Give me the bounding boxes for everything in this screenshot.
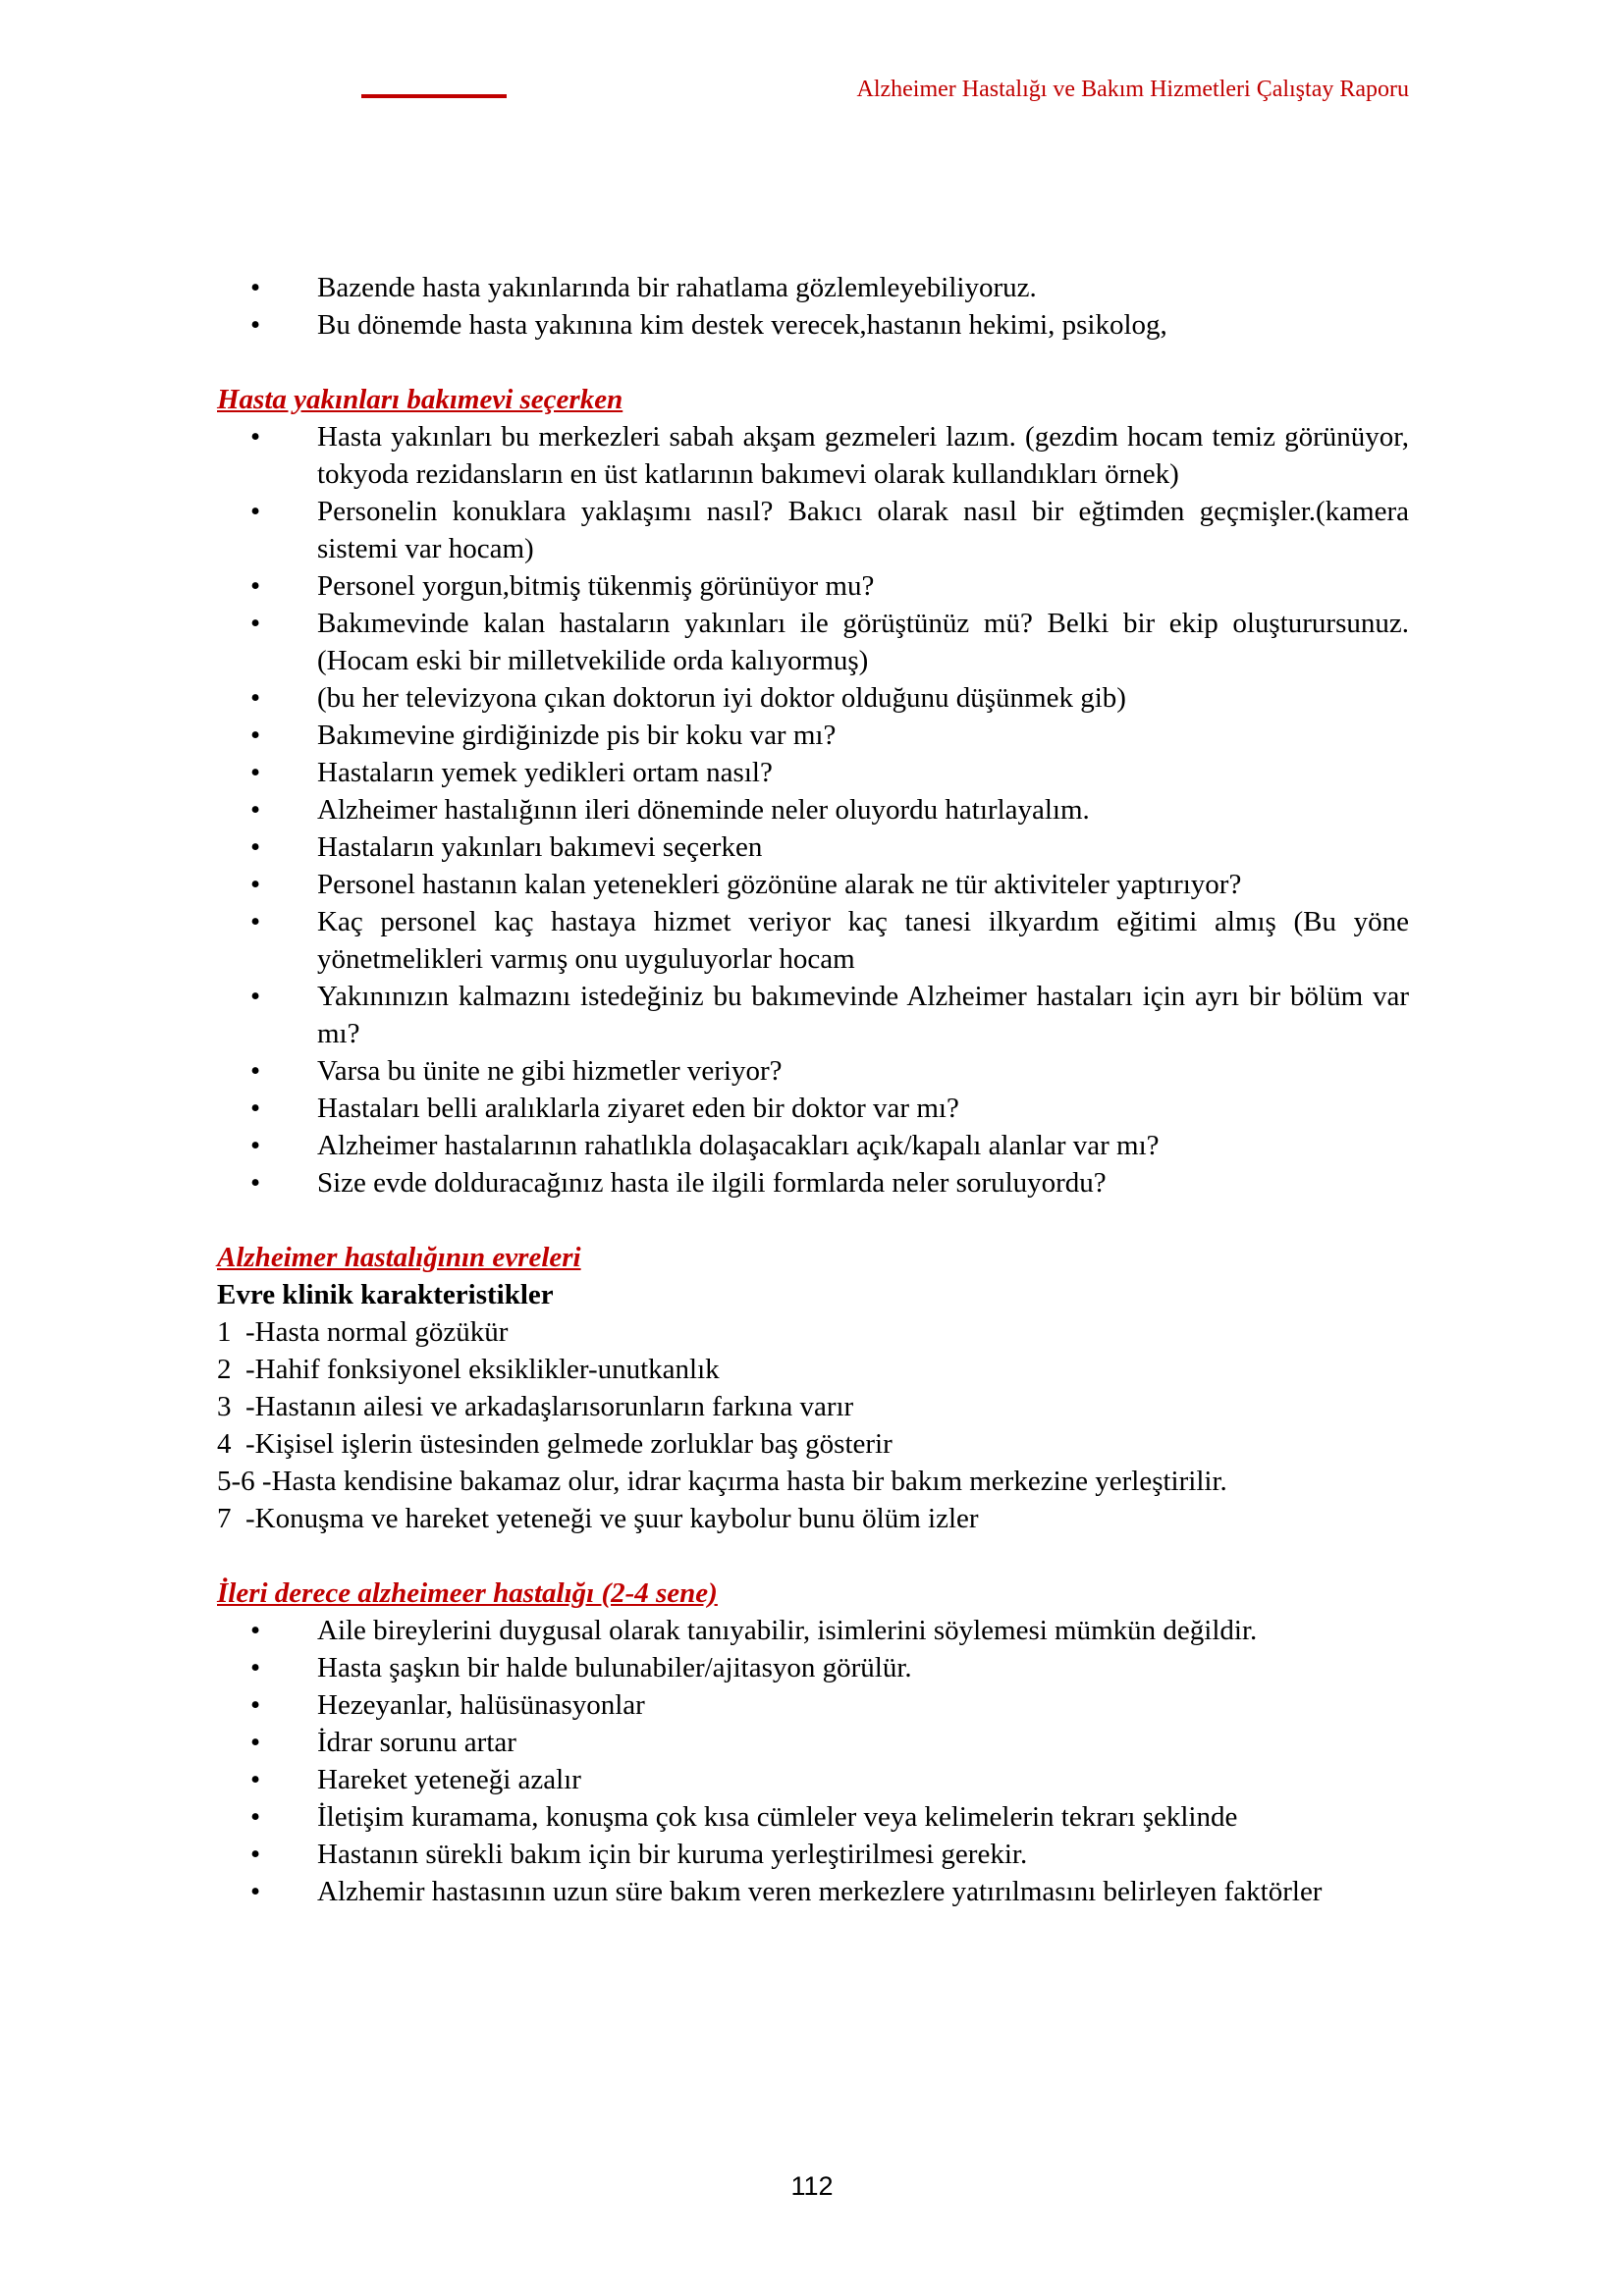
stage-line: 1 -Hasta normal gözükür (217, 1316, 509, 1348)
spacer (217, 1201, 1409, 1239)
list-item: • Hasta şaşkın bir halde bulunabiler/ajitasyon görülür. (317, 1649, 1409, 1686)
list-item: • Bakımevine girdiğinizde pis bir koku var mı? (317, 717, 1409, 754)
list-item: • Yakınınızın kalmazını istedeğiniz bu bakımevinde Alzheimer hastaları için ayrı bir bölüm var mı? (317, 978, 1409, 1052)
page-body (217, 269, 1409, 1910)
list-item: • Bu dönemde hasta yakınına kim destek verecek,hastanın hekimi, psikolog, (317, 306, 1409, 344)
stage-line: 7 -Konuşma ve hareket yeteneği ve şuur kaybolur bunu ölüm izler (217, 1503, 979, 1534)
stage-line: 5-6 -Hasta kendisine bakamaz olur, idrar kaçırma hasta bir bakım merkezine yerleştirilir. (217, 1466, 1227, 1497)
spacer (217, 344, 1409, 381)
list-item: • Personelin konuklara yaklaşımı nasıl? Bakıcı olarak nasıl bir eğtimden geçmişler.(kamera sistemi var hocam) (317, 493, 1409, 567)
list-item: • Bazende hasta yakınlarında bir rahatlama gözlemleyebiliyoruz. (317, 269, 1409, 306)
list-item: • Kaç personel kaç hastaya hizmet veriyor kaç tanesi ilkyardım eğitimi almış (Bu yöne yönetmelikleri varmış onu uyguluyorlar hocam (317, 903, 1409, 978)
list-item: • Hastanın sürekli bakım için bir kuruma yerleştirilmesi gerekir. (317, 1836, 1409, 1873)
care-home-checklist (217, 418, 1409, 1201)
list-item: • Size evde dolduracağınız hasta ile ilgili formlarda neler soruluyordu? (317, 1164, 1409, 1201)
list-item: • Personel yorgun,bitmiş tükenmiş görünüyor mu? (317, 567, 1409, 605)
list-item: • Hastaların yemek yedikleri ortam nasıl? (317, 754, 1409, 791)
list-item: • Personel hastanın kalan yetenekleri gözönüne alarak ne tür aktiviteler yaptırıyor? (317, 866, 1409, 903)
stage-table-subheading: Evre klinik karakteristikler (217, 1279, 554, 1310)
section-heading-disease-stages: Alzheimer hastalığının evreleri (217, 1242, 581, 1273)
intro-bullet-list (217, 269, 1409, 344)
list-item: • Hezeyanlar, halüsünasyonlar (317, 1686, 1409, 1724)
advanced-stage-symptom-list (217, 1612, 1409, 1910)
stage-line: 4 -Kişisel işlerin üstesinden gelmede zorluklar baş gösterir (217, 1428, 893, 1460)
section-heading-choosing-care-home: Hasta yakınları bakımevi seçerken (217, 384, 623, 415)
page-number: 112 (790, 2171, 834, 2201)
list-item: • Bakımevinde kalan hastaların yakınları ile görüştünüz mü? Belki bir ekip oluşturursunuz. (Hocam eski bir milletvekilide orda kalıyormuş) (317, 605, 1409, 679)
list-item: • Hasta yakınları bu merkezleri sabah akşam gezmeleri lazım. (gezdim hocam temiz görünüyor, tokyoda rezidansların en üst katlarının bakımevi olarak kullandıkları örnek) (317, 418, 1409, 493)
list-item: • Hastaların yakınları bakımevi seçerken (317, 828, 1409, 866)
list-item: • Aile bireylerini duygusal olarak tanıyabilir, isimlerini söylemesi mümkün değildir. (317, 1612, 1409, 1649)
stage-line: 3 -Hastanın ailesi ve arkadaşlarısorunların farkına varır (217, 1391, 854, 1422)
list-item: • Alzhemir hastasının uzun süre bakım veren merkezlere yatırılmasını belirleyen faktörler (317, 1873, 1409, 1910)
list-item: • Varsa bu ünite ne gibi hizmetler veriyor? (317, 1052, 1409, 1090)
header-rule (361, 94, 507, 98)
spacer (217, 1537, 1409, 1575)
list-item: • İletişim kuramama, konuşma çok kısa cümleler veya kelimelerin tekrarı şeklinde (317, 1798, 1409, 1836)
list-item: • Alzheimer hastalarının rahatlıkla dolaşacakları açık/kapalı alanlar var mı? (317, 1127, 1409, 1164)
stage-line: 2 -Hahif fonksiyonel eksiklikler-unutkanlık (217, 1354, 720, 1385)
list-item: • İdrar sorunu artar (317, 1724, 1409, 1761)
list-item: • (bu her televizyona çıkan doktorun iyi doktor olduğunu düşünmek gib) (317, 679, 1409, 717)
running-header-title: Alzheimer Hastalığı ve Bakım Hizmetleri Çalıştay Raporu (856, 77, 1409, 102)
list-item: • Alzheimer hastalığının ileri döneminde neler oluyordu hatırlayalım. (317, 791, 1409, 828)
list-item: • Hareket yeteneği azalır (317, 1761, 1409, 1798)
list-item: • Hastaları belli aralıklarla ziyaret eden bir doktor var mı? (317, 1090, 1409, 1127)
section-heading-advanced-stage: İleri derece alzheimeer hastalığı (2-4 sene) (217, 1577, 718, 1609)
